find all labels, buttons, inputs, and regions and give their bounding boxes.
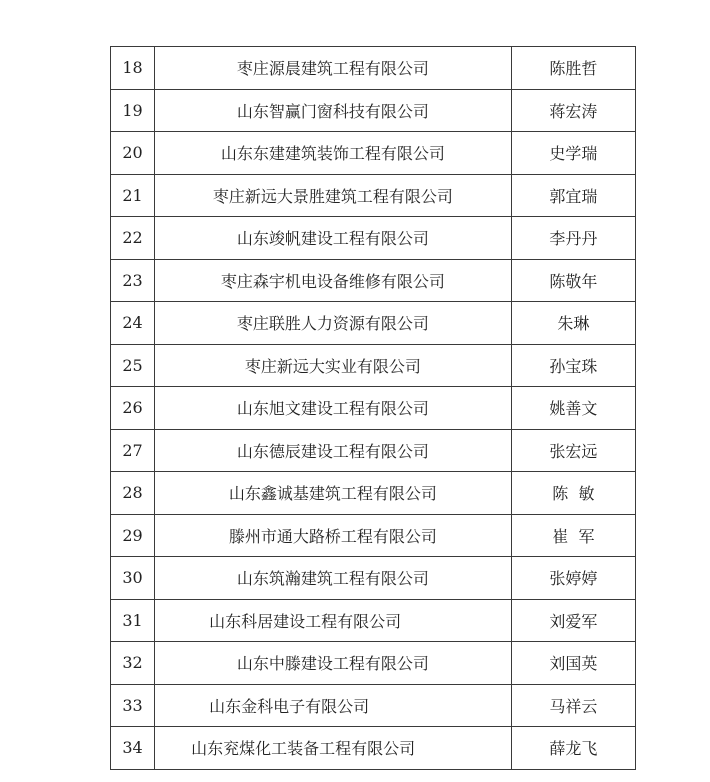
table-row	[111, 132, 636, 175]
row-number: 34	[111, 727, 155, 770]
company-name: 山东金科电子有限公司	[155, 684, 512, 727]
person-name: 崔 军	[511, 514, 635, 557]
table-row	[111, 89, 636, 132]
company-name: 山东东建建筑装饰工程有限公司	[155, 132, 512, 175]
row-number: 20	[111, 132, 155, 175]
person-name: 姚善文	[511, 387, 635, 430]
table-row	[111, 344, 636, 387]
table-row	[111, 259, 636, 302]
person-name: 张婷婷	[511, 557, 635, 600]
company-name: 枣庄新远大实业有限公司	[155, 344, 512, 387]
table-row	[111, 514, 636, 557]
table-row	[111, 557, 636, 600]
table-row	[111, 599, 636, 642]
person-name: 郭宜瑞	[511, 174, 635, 217]
row-number: 33	[111, 684, 155, 727]
person-name: 朱琳	[511, 302, 635, 345]
table-row	[111, 387, 636, 430]
company-name: 枣庄新远大景胜建筑工程有限公司	[155, 174, 512, 217]
company-name: 山东旭文建设工程有限公司	[155, 387, 512, 430]
row-number: 25	[111, 344, 155, 387]
company-name: 山东兖煤化工装备工程有限公司	[155, 727, 512, 770]
row-number: 32	[111, 642, 155, 685]
company-name: 山东竣帆建设工程有限公司	[155, 217, 512, 260]
row-number: 29	[111, 514, 155, 557]
person-name: 陈胜哲	[511, 47, 635, 90]
row-number: 27	[111, 429, 155, 472]
company-name: 枣庄联胜人力资源有限公司	[155, 302, 512, 345]
row-number: 21	[111, 174, 155, 217]
person-name: 陈敬年	[511, 259, 635, 302]
row-number: 22	[111, 217, 155, 260]
row-number: 30	[111, 557, 155, 600]
company-name: 枣庄源晨建筑工程有限公司	[155, 47, 512, 90]
row-number: 31	[111, 599, 155, 642]
company-name: 山东筑瀚建筑工程有限公司	[155, 557, 512, 600]
table-row	[111, 429, 636, 472]
person-name: 孙宝珠	[511, 344, 635, 387]
person-name: 刘爱军	[511, 599, 635, 642]
company-name: 山东智赢门窗科技有限公司	[155, 89, 512, 132]
row-number: 19	[111, 89, 155, 132]
person-name: 蒋宏涛	[511, 89, 635, 132]
row-number: 24	[111, 302, 155, 345]
company-name: 枣庄森宇机电设备维修有限公司	[155, 259, 512, 302]
table-row	[111, 217, 636, 260]
person-name: 张宏远	[511, 429, 635, 472]
row-number: 23	[111, 259, 155, 302]
table-row	[111, 302, 636, 345]
person-name: 刘国英	[511, 642, 635, 685]
table-row	[111, 47, 636, 90]
row-number: 18	[111, 47, 155, 90]
person-name: 李丹丹	[511, 217, 635, 260]
table-row	[111, 642, 636, 685]
table-row	[111, 684, 636, 727]
person-name: 薛龙飞	[511, 727, 635, 770]
company-table	[110, 46, 636, 770]
person-name: 马祥云	[511, 684, 635, 727]
person-name: 陈 敏	[511, 472, 635, 515]
person-name: 史学瑞	[511, 132, 635, 175]
company-name: 山东鑫诚基建筑工程有限公司	[155, 472, 512, 515]
table-row	[111, 174, 636, 217]
company-name: 山东科居建设工程有限公司	[155, 599, 512, 642]
row-number: 26	[111, 387, 155, 430]
company-name: 滕州市通大路桥工程有限公司	[155, 514, 512, 557]
table-row	[111, 727, 636, 770]
row-number: 28	[111, 472, 155, 515]
table-row	[111, 472, 636, 515]
company-name: 山东中滕建设工程有限公司	[155, 642, 512, 685]
company-name: 山东德辰建设工程有限公司	[155, 429, 512, 472]
